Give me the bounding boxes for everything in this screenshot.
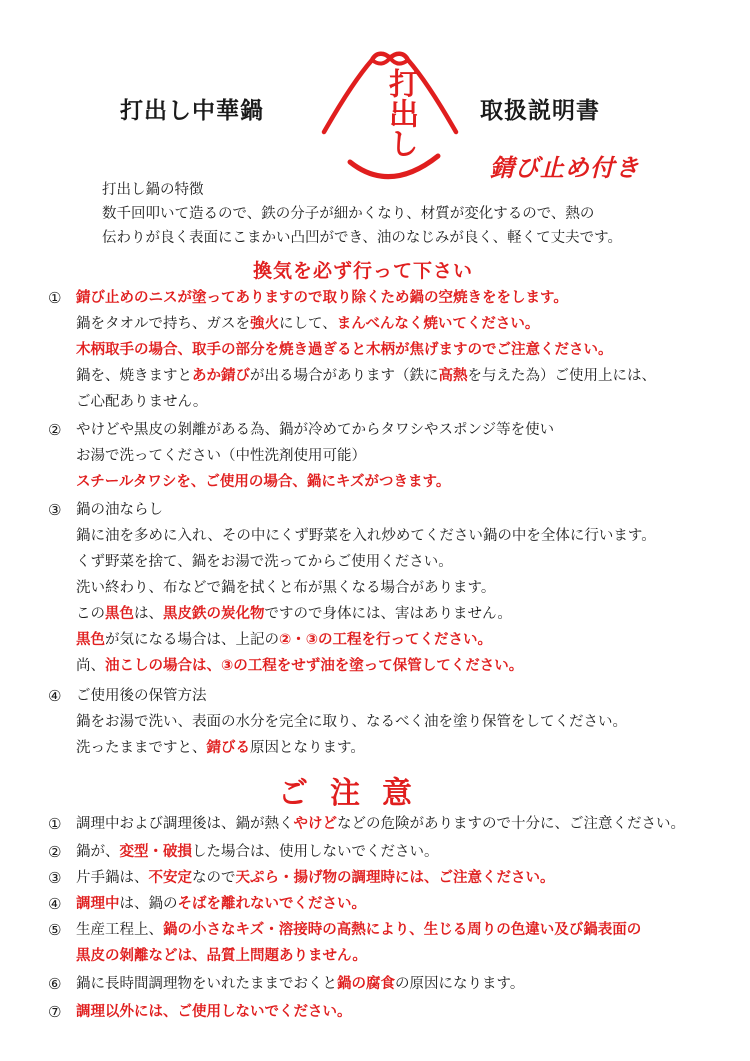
caution-7-number: ⑦	[48, 1003, 62, 1021]
text-segment: 鍋をタオルで持ち、ガスを	[76, 316, 250, 332]
section-2-line-1: やけどや黒皮の剝離がある為、鍋が冷めてからタワシやスポンジ等を使い	[76, 422, 555, 438]
text-segment: 調理中および調理後は、鍋が熱く	[76, 816, 294, 832]
caution-1-text	[76, 814, 685, 834]
section-3-line-4: 洗い終わり、布などで鍋を拭くと布が黒くなる場合があります。	[76, 580, 496, 596]
text-segment: 鍋を、焼きますと	[76, 368, 192, 384]
highlight-text: 黒皮鉄の炭化物	[163, 606, 265, 622]
section-1-line-1: 錆び止めのニスが塗ってありますので取り除くため鍋の空焼きををします。	[76, 290, 568, 306]
text-segment: は、	[134, 606, 163, 622]
highlight-text: 黒色	[76, 632, 105, 648]
caution-5-number: ⑤	[48, 921, 62, 939]
section-1-line-5: ご心配ありません。	[76, 394, 208, 410]
section-1-line-4	[76, 366, 656, 386]
section-4-line-3	[76, 738, 365, 758]
section-3-number: ③	[48, 501, 62, 519]
caution-3-number: ③	[48, 869, 62, 887]
section-4-line-1: ご使用後の保管方法	[76, 688, 207, 704]
logo-text: 打出し	[383, 68, 418, 158]
text-segment: 洗ったままですと、	[76, 740, 207, 756]
highlight-text: やけど	[293, 816, 337, 832]
highlight-text: あか錆び	[192, 368, 250, 384]
title-right: 取扱説明書	[480, 98, 600, 124]
text-segment: 生産工程上、	[76, 922, 163, 938]
section-4-number: ④	[48, 687, 62, 705]
highlight-text: 鍋の腐食	[337, 976, 395, 992]
section-4-line-2: 鍋をお湯で洗い、表面の水分を完全に取り、なるべく油を塗り保管をしてください。	[76, 714, 627, 730]
subtitle: 錆び止め付き	[490, 154, 640, 182]
section-1-line-3: 木柄取手の場合、取手の部分を焼き過ぎると木柄が焦げますのでご注意ください。	[76, 342, 613, 358]
caution-4-number: ④	[48, 895, 62, 913]
section-1-number: ①	[48, 289, 62, 307]
caution-2-text	[76, 842, 439, 862]
text-segment: 鍋に長時間調理物をいれたままでおくと	[76, 976, 337, 992]
caution-7-text: 調理以外には、ご使用しないでください。	[76, 1004, 352, 1020]
text-segment: は、鍋の	[119, 896, 178, 912]
highlight-text: そばを離れないでください。	[177, 896, 366, 912]
text-segment: 原因となります。	[250, 740, 365, 756]
text-segment: にして、	[279, 316, 337, 332]
caution-6-number: ⑥	[48, 975, 62, 993]
intro-line-1: 数千回叩いて造るので、鉄の分子が細かくなり、材質が変化するので、熱の	[102, 206, 595, 222]
intro-heading: 打出し鍋の特徴	[102, 182, 204, 198]
text-segment: この	[76, 606, 105, 622]
text-segment: などの危険がありますので十分に、ご注意ください。	[337, 816, 685, 832]
ventilation-heading: 換気を必ず行って下さい	[253, 260, 474, 282]
section-3-line-6	[76, 630, 492, 650]
text-segment: ですので身体には、害はありません。	[264, 606, 512, 622]
title-left: 打出し中華鍋	[120, 98, 264, 124]
highlight-text: 錆びる	[206, 740, 250, 756]
highlight-text: 調理中	[76, 896, 120, 912]
caution-1-number: ①	[48, 815, 62, 833]
highlight-text: 油こしの場合は、③の工程をせず油を塗って保管してください。	[105, 658, 524, 674]
caution-3-text	[76, 868, 555, 888]
highlight-text: 高熱	[438, 368, 468, 384]
text-segment: の原因になります。	[395, 976, 525, 992]
section-3-line-2: 鍋に油を多めに入れ、その中にくず野菜を入れ炒めてください鍋の中を全体に行います。	[76, 528, 656, 544]
caution-6-text	[76, 974, 524, 994]
text-segment: 尚、	[76, 658, 105, 674]
section-2-number: ②	[48, 421, 62, 439]
text-segment: が気になる場合は、上記の	[105, 632, 279, 648]
text-segment: 鍋が、	[76, 844, 120, 860]
section-2-line-2: お湯で洗ってください（中性洗剤使用可能）	[76, 448, 366, 464]
caution-2-number: ②	[48, 843, 62, 861]
highlight-text: 黒色	[105, 606, 134, 622]
highlight-text: 不安定	[148, 870, 192, 886]
highlight-text: 天ぷら・揚げ物の調理時には、ご注意ください。	[235, 870, 555, 886]
text-segment: が出る場合があります（鉄に	[250, 368, 439, 384]
section-3-line-7	[76, 656, 523, 676]
caution-heading: ご注意	[278, 776, 434, 811]
text-segment: なので	[192, 870, 236, 886]
section-3-line-1: 鍋の油ならし	[76, 502, 163, 518]
section-1-line-2	[76, 314, 539, 334]
caution-5-text	[76, 920, 641, 940]
text-segment: 片手鍋は、	[76, 870, 149, 886]
highlight-text: 変型・破損	[119, 844, 192, 860]
logo-seal	[310, 44, 470, 194]
text-segment: した場合は、使用しないでください。	[192, 844, 439, 860]
caution-5-continuation: 黒皮の剝離などは、品質上問題ありません。	[76, 948, 367, 964]
intro-line-2: 伝わりが良く表面にこまかい凸凹ができ、油のなじみが良く、軽くて丈夫です。	[102, 230, 622, 246]
highlight-text: ②・③の工程を行ってください。	[279, 632, 493, 648]
section-3-line-3: くず野菜を捨て、鍋をお湯で洗ってからご使用ください。	[76, 554, 453, 570]
section-3-line-5	[76, 604, 512, 624]
highlight-text: 鍋の小さなキズ・溶接時の高熱により、生じる周りの色違い及び鍋表面の	[163, 922, 642, 938]
caution-4-text	[76, 894, 366, 914]
highlight-text: まんべんなく焼いてください。	[336, 316, 540, 332]
highlight-text: 強火	[250, 316, 279, 332]
text-segment: を与えた為）ご使用上には、	[467, 368, 656, 384]
section-2-line-3: スチールタワシを、ご使用の場合、鍋にキズがつきます。	[76, 474, 451, 490]
